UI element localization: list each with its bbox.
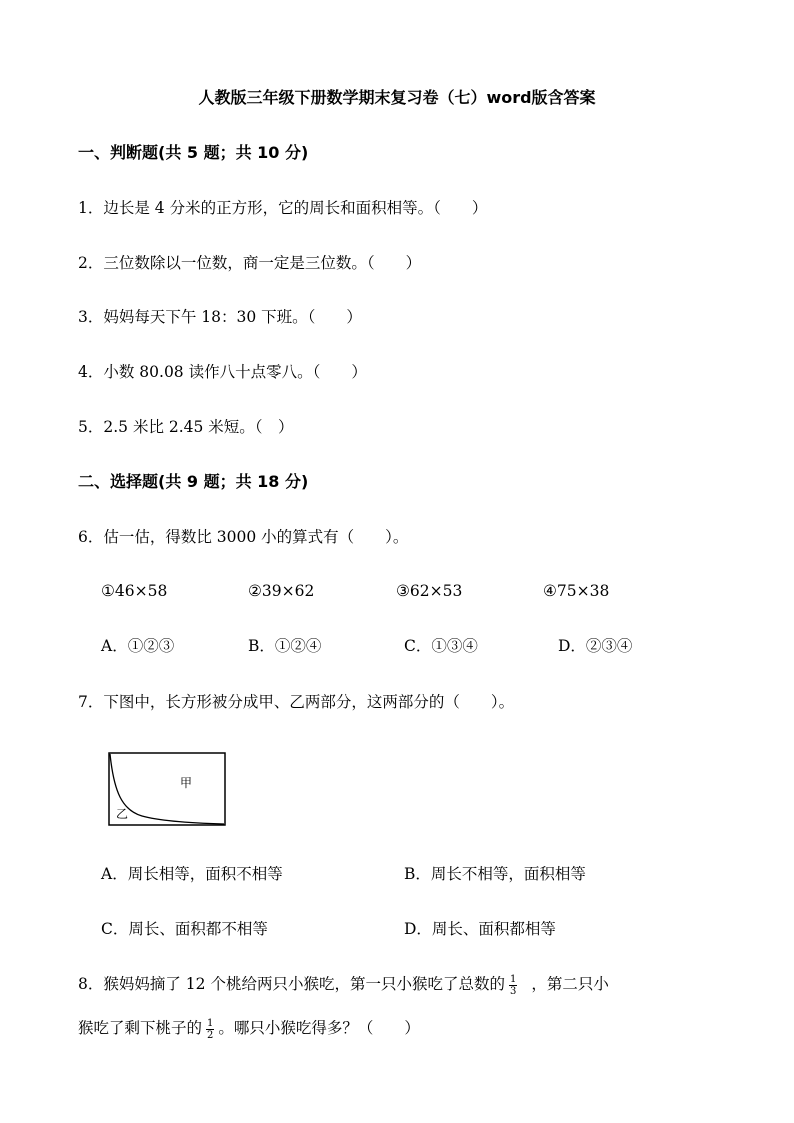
question-6-stem: 6．估一估，得数比 3000 小的算式有（ ）。 [78,528,409,546]
q6-expression-4: ④75×38 [543,582,610,600]
fraction-numerator: 1 [509,973,517,985]
fraction-numerator: 1 [207,1017,214,1029]
q6-option-b: B．①②④ [248,637,322,655]
label-yi: 乙 [116,807,129,821]
fraction-denominator: 2 [207,1029,214,1041]
q8-text-part3: 猴吃了剩下桃子的 [78,1019,203,1037]
q7-option-c: C．周长、面积都不相等 [101,920,268,938]
question-2: 2．三位数除以一位数，商一定是三位数。（ ） [78,254,422,272]
fraction-one-third [509,974,517,997]
question-7-stem: 7．下图中，长方形被分成甲、乙两部分，这两部分的（ ）。 [78,693,515,711]
q7-option-b: B．周长不相等，面积相等 [404,865,586,883]
question-8-line-1 [78,968,609,1000]
q6-expression-1: ①46×58 [101,582,168,600]
question-5: 5．2.5 米比 2.45 米短。（ ） [78,418,294,436]
label-jia: 甲 [180,776,193,790]
q8-text-part2: ，第二只小 [531,975,609,993]
q7-option-d: D．周长、面积都相等 [404,920,556,938]
q7-option-a: A．周长相等，面积不相等 [101,865,283,883]
fraction-denominator: 3 [509,985,517,997]
section-heading-choice: 二、选择题(共 9 题；共 18 分) [78,472,309,491]
section-heading-judgement: 一、判断题(共 5 题；共 10 分) [78,143,309,162]
q6-option-a: A．①②③ [101,637,175,655]
q8-text-part4: 。哪只小猴吃得多？（ ） [218,1019,420,1037]
fraction-one-half [206,1018,214,1041]
rectangle-diagram [108,752,228,828]
question-1: 1．边长是 4 分米的正方形，它的周长和面积相等。（ ） [78,199,488,217]
question-8-line-2 [78,1012,420,1044]
question-4: 4．小数 80.08 读作八十点零八。（ ） [78,363,367,381]
q6-option-c: C．①③④ [404,637,478,655]
q8-text-part1: 8．猴妈妈摘了 12 个桃给两只小猴吃，第一只小猴吃了总数的 [78,975,505,993]
q6-expression-2: ②39×62 [248,582,315,600]
q6-expression-3: ③62×53 [396,582,463,600]
q6-option-d: D．②③④ [558,637,633,655]
page-title: 人教版三年级下册数学期末复习卷（七）word版含答案 [198,88,596,107]
question-3: 3．妈妈每天下午 18：30 下班。（ ） [78,308,362,326]
